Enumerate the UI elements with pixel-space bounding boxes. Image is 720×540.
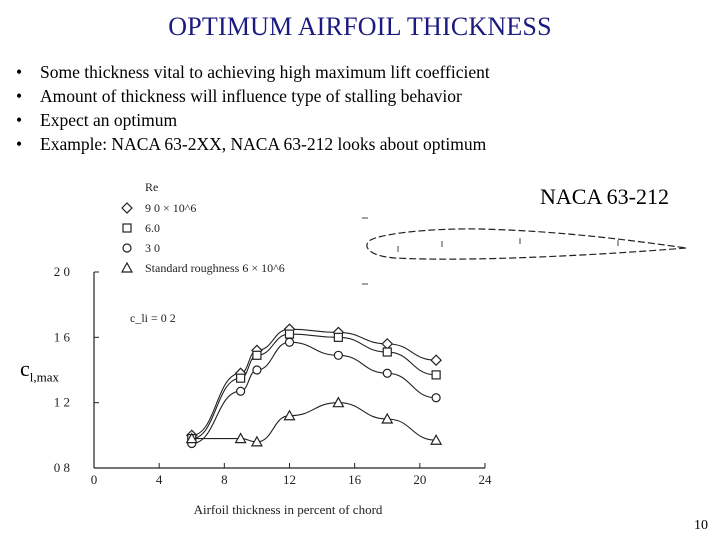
bullet-text: Amount of thickness will influence type of stalling behavior: [40, 86, 462, 106]
data-point: [253, 366, 261, 374]
data-point: [432, 371, 440, 379]
series-line: [192, 334, 436, 439]
data-point: [431, 355, 441, 365]
bullet-marker: •: [16, 110, 23, 130]
data-point: [237, 387, 245, 395]
legend-marker: [123, 244, 131, 252]
bullet-text: Example: NACA 63-2XX, NACA 63-212 looks about optimum: [40, 134, 487, 154]
airfoil-profile: [367, 229, 686, 259]
chart-legend: [122, 201, 285, 275]
series-circle: [188, 338, 440, 447]
airfoil-label: NACA 63-212: [540, 184, 669, 209]
legend-entry-label: Standard roughness 6 × 10^6: [145, 261, 285, 275]
y-tick-label: 1 2: [53, 394, 70, 410]
data-point: [383, 348, 391, 356]
y-tick-label: 2 0: [53, 264, 70, 279]
legend-marker: [122, 203, 132, 213]
chart-axes: [54, 264, 492, 487]
data-point: [286, 330, 294, 338]
bullet-marker: •: [16, 134, 23, 154]
x-tick-label: 4: [155, 472, 163, 487]
x-tick-label: 20: [413, 472, 427, 487]
bullet-text: Some thickness vital to achieving high maximum lift coefficient: [40, 62, 490, 82]
x-axis-label: Airfoil thickness in percent of chord: [193, 502, 383, 517]
legend-entry-label: 3 0: [145, 241, 160, 255]
legend-marker: [122, 263, 132, 272]
legend-entry-label: 9 0 × 10^6: [145, 201, 197, 215]
page-number: 10: [694, 518, 708, 533]
series-line: [192, 329, 436, 435]
data-point: [383, 369, 391, 377]
y-tick-label: 1 6: [53, 329, 70, 345]
data-point: [237, 374, 245, 382]
x-tick-label: 16: [348, 472, 362, 487]
legend-marker: [123, 224, 131, 232]
x-tick-label: 8: [221, 472, 228, 487]
data-point: [382, 339, 392, 349]
data-point: [286, 338, 294, 346]
x-tick-label: 12: [283, 472, 296, 487]
y-axis-label-main: c: [20, 356, 30, 381]
x-tick-label: 0: [90, 472, 98, 487]
chart-series: [187, 324, 441, 447]
bullet-marker: •: [16, 86, 23, 106]
legend-entry-label: 6.0: [145, 221, 160, 235]
series-triangle: [187, 398, 441, 446]
data-point: [253, 351, 261, 359]
design-cl-note: c_li = 0 2: [130, 311, 176, 325]
x-tick-label: 24: [478, 472, 492, 487]
bullet-text: Expect an optimum: [40, 110, 178, 130]
y-tick-label: 0 8: [53, 460, 70, 475]
airfoil-guide-marks: [362, 218, 618, 284]
data-point: [333, 398, 343, 407]
slide-title: OPTIMUM AIRFOIL THICKNESS: [168, 12, 552, 41]
data-point: [334, 351, 342, 359]
bullet-marker: •: [16, 62, 23, 82]
y-axis-label-sub: l,max: [29, 369, 60, 385]
series-line: [192, 403, 436, 442]
series-line: [192, 342, 436, 443]
legend-title: Re: [145, 180, 159, 194]
data-point: [432, 394, 440, 402]
data-point: [334, 333, 342, 341]
